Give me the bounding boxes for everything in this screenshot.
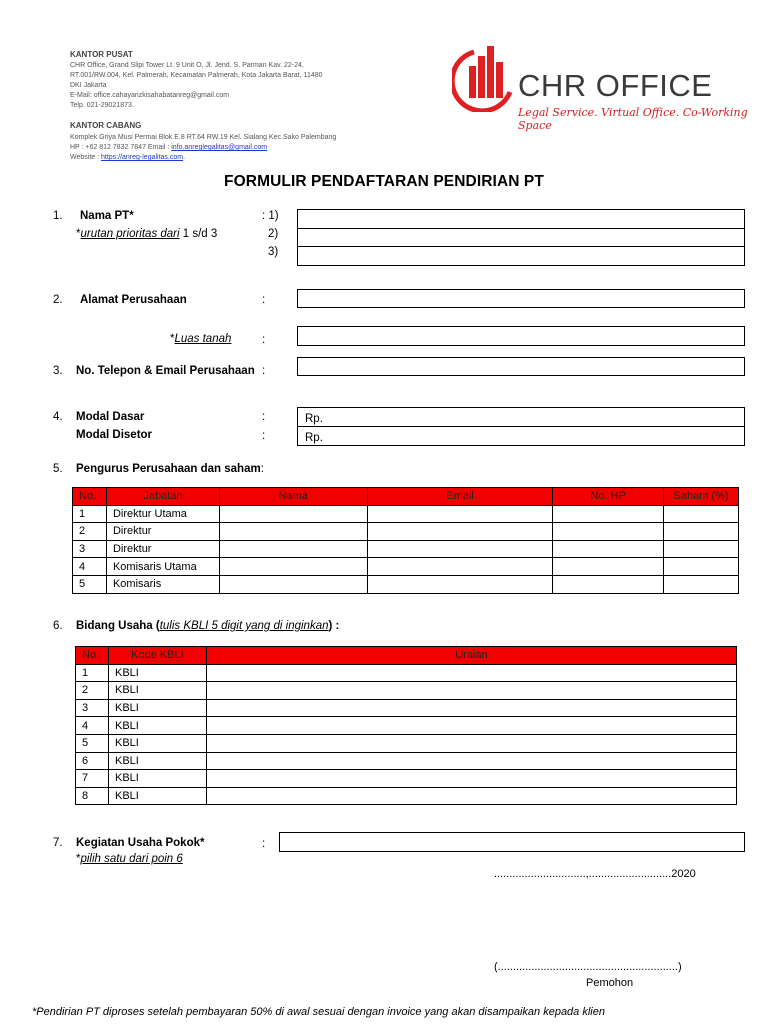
branch-office-address xyxy=(70,133,390,163)
nama-pt-field-3[interactable] xyxy=(297,246,745,266)
col-header: Saham (%) xyxy=(664,488,739,506)
section-number: 4. xyxy=(53,411,63,423)
row-number: 3 xyxy=(73,540,107,558)
signature-line: (...........................................................) xyxy=(494,961,682,973)
branch-address-line: Komplek Griya Musi Permai Blok E.8 RT.64 RW.19 Kel. Sialang Kec.Sako Palembang xyxy=(70,134,337,141)
hp-cell[interactable] xyxy=(553,540,664,558)
colon: : xyxy=(262,365,266,377)
nama-cell[interactable] xyxy=(219,540,367,558)
form-title: FORMULIR PENDAFTARAN PENDIRIAN PT xyxy=(224,173,544,190)
email-cell[interactable] xyxy=(367,575,553,593)
website-line: Website : https://anreg-legalitas.com. xyxy=(70,154,186,161)
kegiatan-usaha-note: *pilih satu dari poin 6 xyxy=(76,853,183,865)
table-header-row xyxy=(73,488,739,506)
luas-tanah-field[interactable] xyxy=(297,326,745,346)
modal-dasar-label: Modal Dasar xyxy=(76,411,145,423)
pemohon-label: Pemohon xyxy=(586,977,634,989)
bidang-usaha-label: Bidang Usaha (tulis KBLI 5 digit yang di inginkan) : xyxy=(76,620,340,632)
kode-kbli-cell[interactable]: KBLI xyxy=(108,717,206,735)
uraian-cell[interactable] xyxy=(206,699,736,717)
brand-name: CHR OFFICE xyxy=(518,68,713,103)
kode-kbli-cell[interactable]: KBLI xyxy=(108,682,206,700)
section-number: 5. xyxy=(53,463,63,475)
uraian-cell[interactable] xyxy=(206,787,736,805)
nama-cell[interactable] xyxy=(219,505,367,523)
nama-cell[interactable] xyxy=(219,523,367,541)
row-number: 3 xyxy=(76,699,109,717)
email-line: E-Mail: office.cahayarizkisahabatanreg@gmail.com xyxy=(70,92,230,99)
modal-disetor-field[interactable]: Rp. xyxy=(297,426,745,446)
jabatan-cell: Direktur Utama xyxy=(106,505,219,523)
alamat-label: Alamat Perusahaan xyxy=(80,294,187,306)
col-header: Kode KBLI xyxy=(108,647,206,665)
email-cell[interactable] xyxy=(367,540,553,558)
table-row xyxy=(76,699,737,717)
brand-tagline: Legal Service. Virtual Office. Co-Working Space xyxy=(518,106,748,132)
col-header: Jabatan xyxy=(106,488,219,506)
website-link[interactable]: https://anreg-legalitas.com xyxy=(101,154,184,161)
row-number: 2 xyxy=(73,523,107,541)
col-header: No. xyxy=(76,647,109,665)
row-number: 6 xyxy=(76,752,109,770)
branch-contact-line: HP : +62 812 7832 7847 Email : info.anreglegalitas@gmail.com xyxy=(70,144,268,151)
kegiatan-usaha-label: Kegiatan Usaha Pokok* xyxy=(76,837,205,849)
table-row xyxy=(73,540,739,558)
colon: : xyxy=(262,430,266,442)
address-line: DKI Jakarta xyxy=(70,82,107,89)
hp-cell[interactable] xyxy=(553,523,664,541)
nama-pt-field-1[interactable] xyxy=(297,209,745,229)
jabatan-cell: Direktur xyxy=(106,523,219,541)
kegiatan-usaha-field[interactable] xyxy=(279,832,745,852)
table-row xyxy=(73,505,739,523)
section-number: 6. xyxy=(53,620,63,632)
saham-cell[interactable] xyxy=(664,558,739,576)
email-cell[interactable] xyxy=(367,505,553,523)
head-office-address xyxy=(70,61,370,111)
address-line: RT.001/RW.004, Kel. Palmerah, Kecamatan Palmerah, Kota Jakarta Barat, 11480 xyxy=(70,72,323,79)
uraian-cell[interactable] xyxy=(206,682,736,700)
row-number: 4 xyxy=(76,717,109,735)
table-row xyxy=(76,787,737,805)
chr-logo-icon xyxy=(452,40,516,112)
col-header: No. HP xyxy=(553,488,664,506)
uraian-cell[interactable] xyxy=(206,734,736,752)
jabatan-cell: Direktur xyxy=(106,540,219,558)
saham-cell[interactable] xyxy=(664,575,739,593)
modal-disetor-label: Modal Disetor xyxy=(76,429,153,441)
table-row xyxy=(73,575,739,593)
row-number: 8 xyxy=(76,787,109,805)
modal-dasar-field[interactable]: Rp. xyxy=(297,407,745,427)
hp-cell[interactable] xyxy=(553,558,664,576)
alamat-field[interactable] xyxy=(297,289,745,308)
jabatan-cell: Komisaris Utama xyxy=(106,558,219,576)
telepon-email-field[interactable] xyxy=(297,357,745,376)
footnote: *Pendirian PT diproses setelah pembayaran 50% di awal sesuai dengan invoice yang akan disampaikan kepada klien xyxy=(32,1006,605,1018)
col-header: No. xyxy=(73,488,107,506)
email-cell[interactable] xyxy=(367,558,553,576)
table-row xyxy=(76,752,737,770)
table-row xyxy=(76,717,737,735)
table-row xyxy=(73,523,739,541)
table-row xyxy=(76,664,737,682)
head-office-label: KANTOR PUSAT xyxy=(70,50,133,59)
jabatan-cell: Komisaris xyxy=(106,575,219,593)
hp-cell[interactable] xyxy=(553,505,664,523)
saham-cell[interactable] xyxy=(664,540,739,558)
row-number: 1 xyxy=(73,505,107,523)
kode-kbli-cell[interactable]: KBLI xyxy=(108,699,206,717)
uraian-cell[interactable] xyxy=(206,770,736,788)
kode-kbli-cell[interactable]: KBLI xyxy=(108,770,206,788)
colon: : xyxy=(262,334,266,346)
hp-cell[interactable] xyxy=(553,575,664,593)
uraian-cell[interactable] xyxy=(206,664,736,682)
kode-kbli-cell[interactable]: KBLI xyxy=(108,664,206,682)
pengurus-label: Pengurus Perusahaan dan saham: xyxy=(76,463,264,475)
uraian-cell[interactable] xyxy=(206,717,736,735)
saham-cell[interactable] xyxy=(664,523,739,541)
row-number: 1 xyxy=(76,664,109,682)
nama-pt-field-2[interactable] xyxy=(297,228,745,247)
row-number: 2 xyxy=(76,682,109,700)
colon: : xyxy=(262,838,266,850)
kode-kbli-cell[interactable]: KBLI xyxy=(108,734,206,752)
telepon-email-label: No. Telepon & Email Perusahaan xyxy=(76,365,255,377)
section-number: 3. xyxy=(53,365,63,377)
priority-note: *urutan prioritas dari 1 s/d 3 xyxy=(76,228,218,240)
row-number: 4 xyxy=(73,558,107,576)
option-label-2: 2) xyxy=(268,228,279,240)
nama-cell[interactable] xyxy=(219,575,367,593)
section-number: 7. xyxy=(53,837,63,849)
table-header-row xyxy=(76,647,737,665)
section-number: 2. xyxy=(53,294,63,306)
row-number: 7 xyxy=(76,770,109,788)
address-line: CHR Office, Grand Slipi Tower Lt. 9 Unit O, Jl. Jend. S. Parman Kav. 22-24, xyxy=(70,62,304,69)
col-header: Email xyxy=(367,488,553,506)
email-cell[interactable] xyxy=(367,523,553,541)
branch-email-link[interactable]: info.anreglegalitas@gmail.com xyxy=(171,144,268,151)
branch-office-label: KANTOR CABANG xyxy=(70,121,142,130)
phone-line: Telp. 021-29021873. xyxy=(70,102,134,109)
date-line: ..............................,...........................2020 xyxy=(494,868,696,880)
nama-cell[interactable] xyxy=(219,558,367,576)
kbli-table xyxy=(75,646,737,805)
kode-kbli-cell[interactable]: KBLI xyxy=(108,787,206,805)
table-row xyxy=(76,734,737,752)
table-row xyxy=(73,558,739,576)
table-row xyxy=(76,770,737,788)
uraian-cell[interactable] xyxy=(206,752,736,770)
row-number: 5 xyxy=(76,734,109,752)
col-header: Nama xyxy=(219,488,367,506)
option-label-3: 3) xyxy=(268,246,279,258)
col-header: Uraian xyxy=(206,647,736,665)
option-label-1: : 1) xyxy=(262,210,279,222)
nama-pt-label: Nama PT* xyxy=(80,210,134,222)
colon: : xyxy=(262,411,266,423)
saham-cell[interactable] xyxy=(664,505,739,523)
section-number: 1. xyxy=(53,210,63,222)
luas-tanah-label: *Luas tanah xyxy=(170,333,232,345)
pengurus-table xyxy=(72,487,739,594)
row-number: 5 xyxy=(73,575,107,593)
kode-kbli-cell[interactable]: KBLI xyxy=(108,752,206,770)
colon: : xyxy=(262,294,266,306)
table-row xyxy=(76,682,737,700)
